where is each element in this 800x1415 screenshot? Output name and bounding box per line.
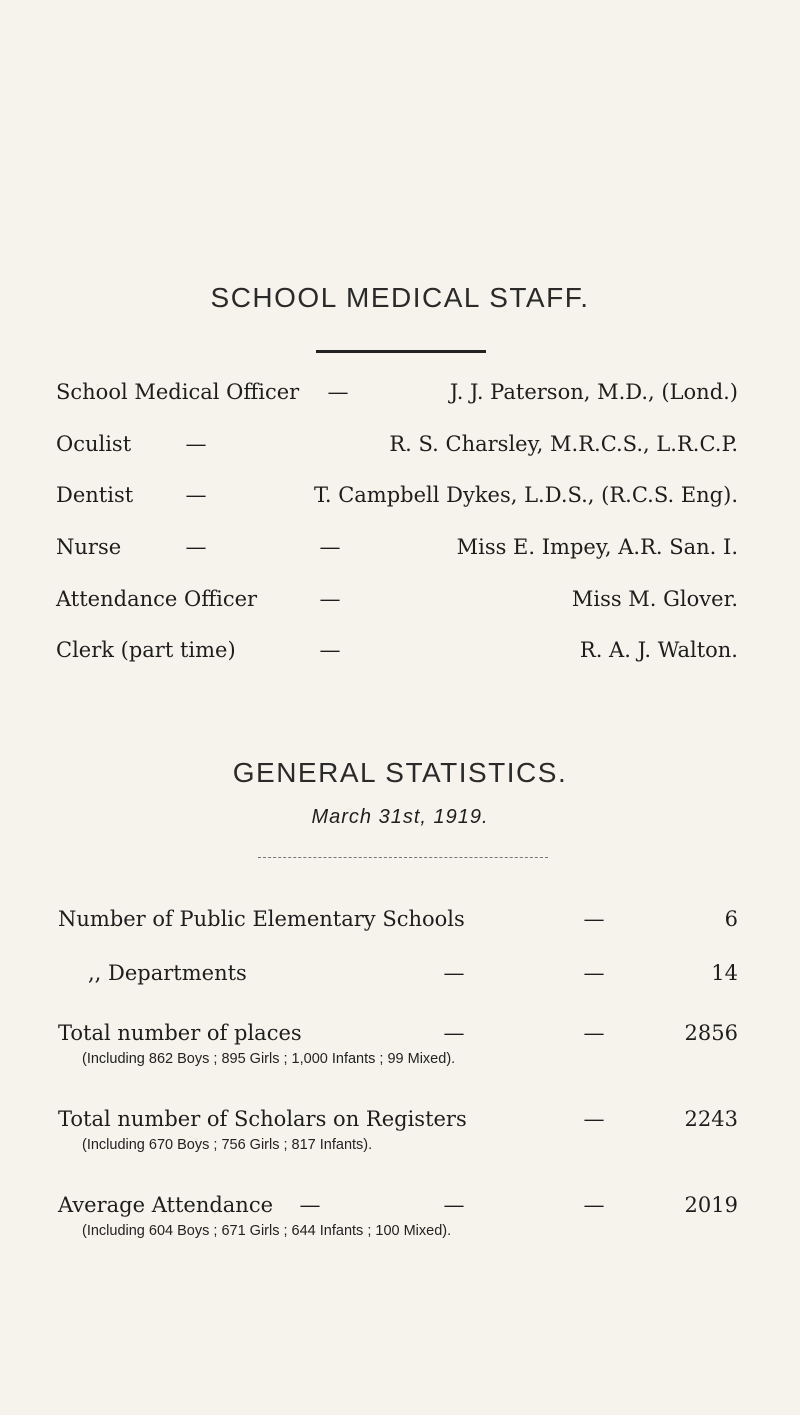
staff-row (0, 583, 800, 615)
stats-value: 2019 (684, 1193, 738, 1217)
dash: — (443, 1193, 465, 1217)
staff-name: R. S. Charsley, M.R.C.S., L.R.C.P. (389, 432, 738, 456)
staff-role: Dentist (56, 483, 134, 507)
stats-note: (Including 604 Boys ; 671 Girls ; 644 Infants ; 100 Mixed). (82, 1223, 452, 1239)
stats-note: (Including 862 Boys ; 895 Girls ; 1,000 Infants ; 99 Mixed). (82, 1051, 456, 1067)
staff-row (0, 376, 800, 408)
staff-role: Attendance Officer (56, 587, 258, 611)
dash: — (299, 1193, 321, 1217)
stats-note: (Including 670 Boys ; 756 Girls ; 817 Infants). (82, 1137, 373, 1153)
dash: — (319, 638, 341, 662)
staff-role: Oculist (56, 432, 132, 456)
dash: — (583, 907, 605, 931)
staff-row (0, 428, 800, 460)
dash: — (583, 1107, 605, 1131)
staff-role: School Medical Officer (56, 380, 300, 404)
stats-label: Total number of places (58, 1021, 302, 1045)
stats-label: Total number of Scholars on Registers (58, 1107, 467, 1131)
dash: — (443, 961, 465, 985)
dash: — (319, 535, 341, 559)
staff-name: R. A. J. Walton. (579, 638, 738, 662)
stats-value: 2856 (684, 1021, 738, 1045)
stats-label: Number of Public Elementary Schools (58, 907, 465, 931)
dash: — (443, 1021, 465, 1045)
stats-value: 6 (724, 907, 738, 931)
stats-row (0, 1103, 800, 1135)
dash: — (185, 535, 207, 559)
dash: — (583, 961, 605, 985)
staff-row (0, 531, 800, 563)
dash: — (185, 483, 207, 507)
dash: — (327, 380, 349, 404)
staff-section-title: SCHOOL MEDICAL STAFF. (210, 282, 590, 313)
stats-row (0, 957, 800, 989)
stats-value: 14 (711, 961, 738, 985)
stats-label: ,, Departments (88, 961, 247, 985)
staff-role: Nurse (56, 535, 122, 559)
title-divider (316, 350, 486, 353)
staff-name: J. J. Paterson, M.D., (Lond.) (449, 380, 738, 404)
dash: — (583, 1193, 605, 1217)
dash: — (319, 587, 341, 611)
dash: — (583, 1021, 605, 1045)
staff-name: T. Campbell Dykes, L.D.S., (R.C.S. Eng). (313, 483, 738, 507)
staff-name: Miss E. Impey, A.R. San. I. (456, 535, 738, 559)
stats-section-title: GENERAL STATISTICS. (232, 757, 568, 788)
staff-row (0, 479, 800, 511)
stats-label: Average Attendance (58, 1193, 274, 1217)
stats-value: 2243 (684, 1107, 738, 1131)
stats-row (0, 1017, 800, 1049)
staff-name: Miss M. Glover. (571, 587, 738, 611)
staff-row (0, 634, 800, 666)
dash: — (185, 432, 207, 456)
stats-row (0, 1189, 800, 1221)
stats-date: March 31st, 1919. (311, 806, 489, 828)
stats-divider (258, 857, 548, 858)
stats-row (0, 903, 800, 935)
staff-role: Clerk (part time) (56, 638, 236, 662)
